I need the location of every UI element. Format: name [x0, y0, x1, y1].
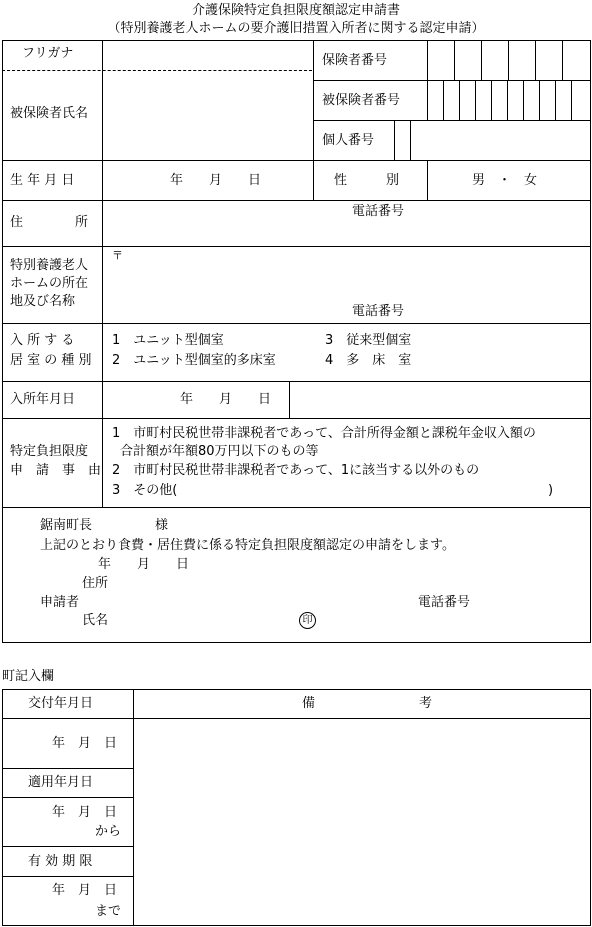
room-option-2[interactable]: 2 ユニット型個室的多床室 — [112, 353, 276, 368]
insured-name-field[interactable] — [104, 72, 311, 158]
room-type-label-line2: 居 室 の 種 別 — [10, 353, 92, 368]
home-label-line3: 地及び名称 — [10, 294, 76, 309]
issue-date-label: 交付年月日 — [28, 696, 94, 711]
admission-extra-field[interactable] — [291, 383, 589, 416]
office-use-heading: 町記入欄 — [2, 669, 55, 684]
valid-until-value[interactable]: 年 月 日 — [52, 883, 118, 898]
reason-option-3-close: ) — [548, 483, 554, 498]
form-title: 介護保険特定負担限度額認定申請書 — [191, 3, 400, 18]
home-phone-label: 電話番号 — [352, 304, 405, 319]
declaration-statement: 上記のとおり食費・居住費に係る特定負担限度額認定の申請をします。 — [40, 538, 455, 553]
insured-number-label: 被保険者番号 — [322, 93, 401, 108]
postal-mark: 〒 — [112, 249, 123, 262]
form-subtitle: （特別養護老人ホームの要介護旧措置入所者に関する認定申請） — [107, 21, 485, 36]
remarks-label: 備 考 — [302, 696, 433, 711]
address-phone-label: 電話番号 — [352, 204, 405, 219]
sex-label: 性 別 — [334, 173, 400, 188]
insured-number-field[interactable] — [428, 81, 589, 119]
room-type-label-line1: 入 所 す る — [10, 333, 75, 348]
sex-choice[interactable]: 男 ・ 女 — [472, 173, 538, 188]
home-label-line2: ホームの所在 — [10, 276, 89, 291]
personal-number-field[interactable] — [395, 121, 589, 159]
reason-option-2[interactable]: 2 市町村民税世帯非課税者であって、1に該当する以外のもの — [112, 463, 480, 478]
insurer-number-field[interactable] — [428, 41, 589, 79]
remarks-field[interactable] — [135, 720, 588, 923]
birth-date-field[interactable]: 年 月 日 — [170, 173, 262, 188]
reason-option-3[interactable]: 3 その他( — [112, 483, 178, 498]
applicant-name-label: 氏名 — [82, 613, 109, 628]
room-option-4[interactable]: 4 多 床 室 — [325, 353, 412, 368]
insured-name-label: 被保険者氏名 — [10, 106, 89, 121]
address-field[interactable] — [104, 202, 589, 244]
applicable-from-label: から — [95, 824, 122, 839]
reason-label-line2: 申 請 事 由 — [10, 463, 102, 478]
admission-date-field[interactable]: 年 月 日 — [180, 392, 272, 407]
address-label: 住 所 — [10, 215, 89, 230]
furigana-label: フリガナ — [22, 46, 74, 61]
applicant-label: 申請者 — [40, 595, 80, 610]
valid-until-label: まで — [95, 904, 122, 919]
applicant-phone-label: 電話番号 — [418, 595, 471, 610]
reason-other-field[interactable] — [186, 482, 542, 500]
applicant-address-label: 住所 — [82, 576, 109, 591]
admission-date-label: 入所年月日 — [10, 392, 76, 407]
applicant-name-field[interactable] — [112, 611, 292, 629]
addressee-honorific: 様 — [155, 518, 169, 533]
reason-option-1-cont: 合計額が年額80万円以下のもの等 — [120, 444, 319, 459]
birth-date-label: 生 年 月 日 — [10, 173, 75, 188]
seal-icon: 印 — [299, 612, 316, 629]
reason-label-line1: 特定負担限度 — [10, 444, 89, 459]
furigana-field[interactable] — [104, 42, 311, 69]
home-label-line1: 特別養護老人 — [10, 258, 89, 273]
declaration-date[interactable]: 年 月 日 — [98, 557, 190, 572]
room-option-3[interactable]: 3 従来型個室 — [325, 333, 412, 348]
insurer-number-label: 保険者番号 — [322, 53, 388, 68]
applicable-date-label: 適用年月日 — [28, 775, 94, 790]
issue-date-value[interactable]: 年 月 日 — [52, 736, 118, 751]
applicant-address-field[interactable] — [112, 575, 572, 593]
personal-number-label: 個人番号 — [322, 133, 375, 148]
addressee: 鋸南町長 — [40, 518, 93, 533]
applicable-date-value[interactable]: 年 月 日 — [52, 805, 118, 820]
reason-option-1[interactable]: 1 市町村民税世帯非課税者であって、合計所得金額と課税年金収入額の — [112, 426, 536, 441]
home-location-field[interactable] — [104, 248, 589, 321]
valid-period-label: 有 効 期 限 — [28, 854, 93, 869]
room-option-1[interactable]: 1 ユニット型個室 — [112, 333, 224, 348]
